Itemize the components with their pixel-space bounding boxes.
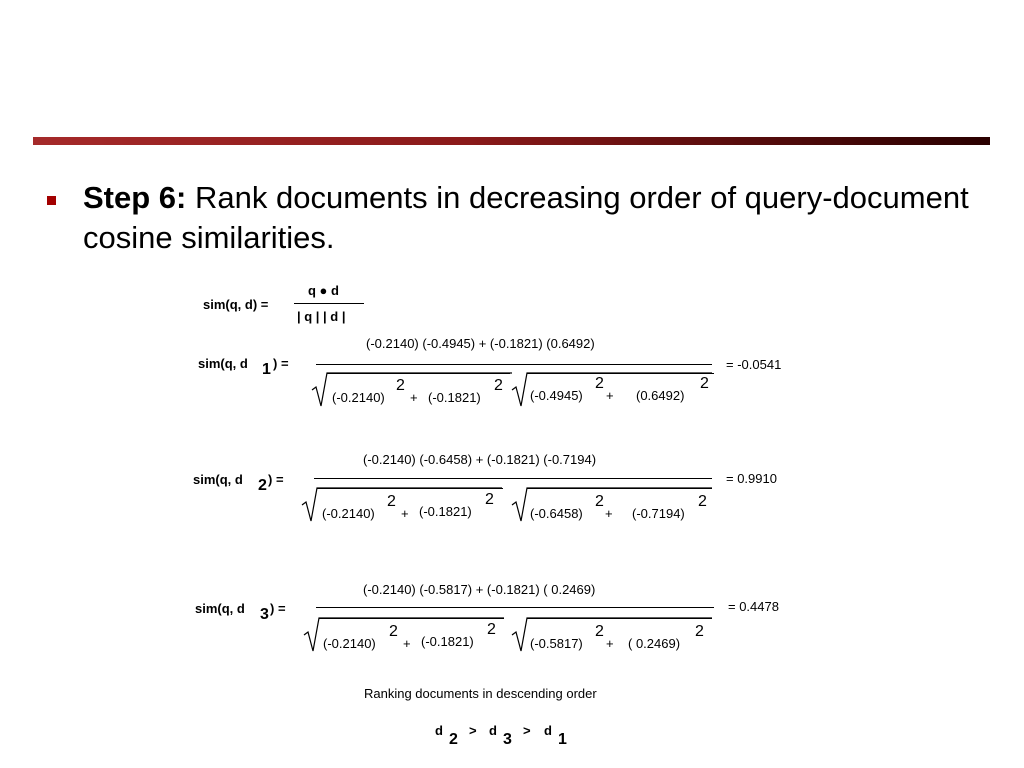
row1-d1a: (-0.2140) <box>332 390 385 405</box>
row3-plus1: + <box>403 636 411 651</box>
row1-sqrt-b-icon <box>512 372 528 408</box>
row2-sqrt-a-bar <box>317 488 503 489</box>
row1-d2b: (0.6492) <box>636 388 685 403</box>
row2-lhs-end: ) = <box>268 472 284 487</box>
row2-sqrt-b-bar <box>527 488 712 489</box>
row3-sub: 3 <box>260 606 269 623</box>
row1-numerator: (-0.2140) (-0.4945) + (-0.1821) (0.6492) <box>366 336 595 351</box>
rank-d-1: d <box>435 723 443 738</box>
row2-sub: 2 <box>258 477 267 494</box>
row3-plus2: + <box>606 636 614 651</box>
row2-sq2: 2 <box>485 491 494 508</box>
row1-sqrt-b-bar <box>527 373 714 374</box>
rank-gt-2: > <box>523 723 531 738</box>
row1-plus2: + <box>606 388 614 403</box>
title-divider <box>33 137 990 145</box>
row2-sq1: 2 <box>387 493 396 510</box>
step-description: Rank documents in decreasing order of query-document cosine similarities. <box>83 180 969 255</box>
row3-sqrt-b-icon <box>512 617 528 653</box>
rank-sub-2: 3 <box>503 731 512 748</box>
row3-sq1: 2 <box>389 623 398 640</box>
row3-d2a: (-0.5817) <box>530 636 583 651</box>
row1-sq4: 2 <box>700 375 709 392</box>
row1-plus1: + <box>410 390 418 405</box>
row1-d1b: (-0.1821) <box>428 390 481 405</box>
rank-sub-1: 2 <box>449 731 458 748</box>
row2-d1a: (-0.2140) <box>322 506 375 521</box>
row2-fraction-bar <box>314 478 712 479</box>
row1-fraction-bar <box>316 364 712 365</box>
general-fraction-bar <box>294 303 364 304</box>
rank-d-2: d <box>489 723 497 738</box>
row3-sqrt-a-bar <box>319 618 504 619</box>
row1-sq2: 2 <box>494 377 503 394</box>
row2-d1b: (-0.1821) <box>419 504 472 519</box>
row2-d2a: (-0.6458) <box>530 506 583 521</box>
bullet-square-icon <box>47 196 56 205</box>
rank-d-3: d <box>544 723 552 738</box>
row1-result: = -0.0541 <box>726 357 782 372</box>
row3-sq4: 2 <box>695 623 704 640</box>
row3-fraction-bar <box>316 607 714 608</box>
row2-plus2: + <box>605 506 613 521</box>
row1-sub: 1 <box>262 361 271 378</box>
general-denominator: | q | | d | <box>297 309 346 324</box>
rank-gt-1: > <box>469 723 477 738</box>
row3-sqrt-b-bar <box>527 618 712 619</box>
row2-lhs: sim(q, d <box>193 472 243 487</box>
row1-sqrt-a-bar <box>327 373 510 374</box>
row2-d2b: (-0.7194) <box>632 506 685 521</box>
row1-sq3: 2 <box>595 375 604 392</box>
step-text <box>83 178 988 258</box>
row3-sqrt-a-icon <box>304 617 320 653</box>
row2-sq3: 2 <box>595 493 604 510</box>
row1-lhs: sim(q, d <box>198 356 248 371</box>
ranking-caption: Ranking documents in descending order <box>364 686 597 701</box>
row3-d1a: (-0.2140) <box>323 636 376 651</box>
row2-sqrt-b-icon <box>512 487 528 523</box>
general-numerator: q ● d <box>308 283 339 298</box>
row2-numerator: (-0.2140) (-0.6458) + (-0.1821) (-0.7194) <box>363 452 597 467</box>
row3-numerator: (-0.2140) (-0.5817) + (-0.1821) ( 0.2469) <box>363 582 596 597</box>
row3-sq3: 2 <box>595 623 604 640</box>
row3-d1b: (-0.1821) <box>421 634 474 649</box>
general-lhs: sim(q, d) = <box>203 297 269 312</box>
row3-lhs: sim(q, d <box>195 601 245 616</box>
row3-result: = 0.4478 <box>728 599 779 614</box>
row1-d2a: (-0.4945) <box>530 388 583 403</box>
row2-sq4: 2 <box>698 493 707 510</box>
row2-plus1: + <box>401 506 409 521</box>
row3-lhs-end: ) = <box>270 601 286 616</box>
row1-lhs-end: ) = <box>273 356 289 371</box>
row3-sq2: 2 <box>487 621 496 638</box>
step-label: Step 6: <box>83 180 187 215</box>
row2-result: = 0.9910 <box>726 471 777 486</box>
row1-sqrt-a-icon <box>312 372 328 408</box>
row1-sq1: 2 <box>396 377 405 394</box>
row3-d2b: ( 0.2469) <box>628 636 681 651</box>
rank-sub-3: 1 <box>558 731 567 748</box>
row2-sqrt-a-icon <box>302 487 318 523</box>
